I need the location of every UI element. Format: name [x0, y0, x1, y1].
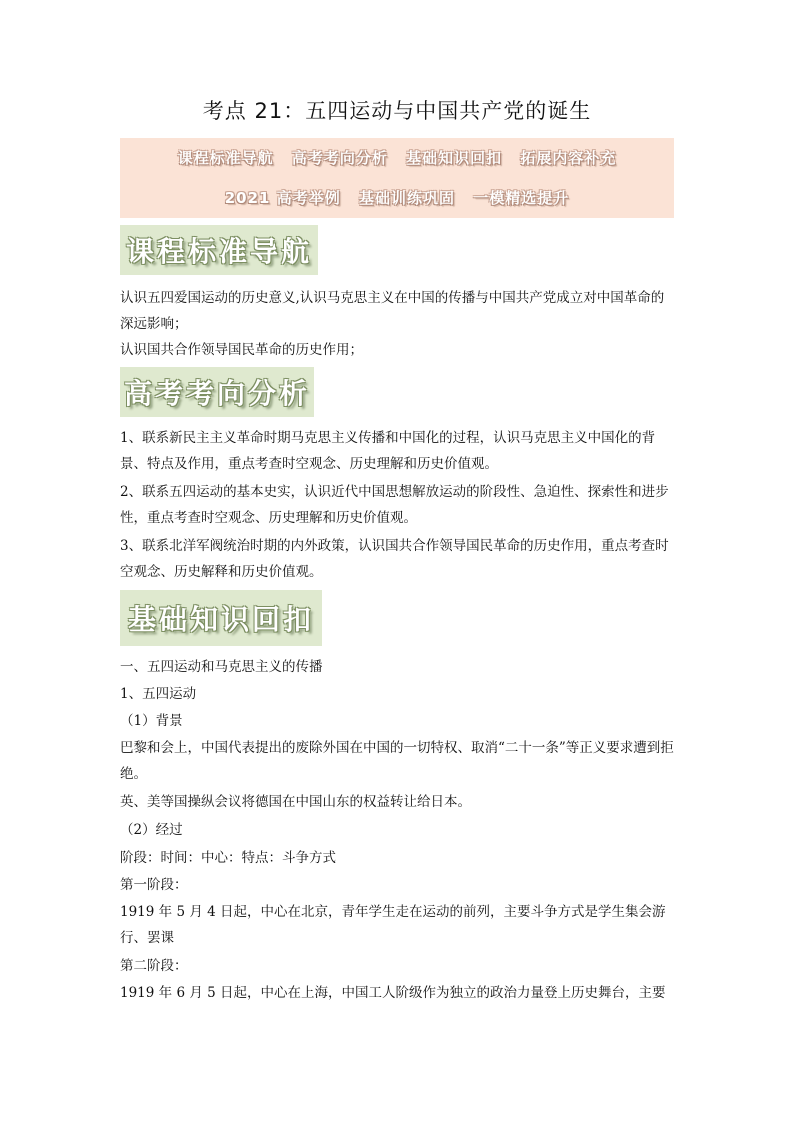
banner-exam: 高考考向分析 [120, 367, 314, 417]
basics-paragraph-5: 1919 年 5 月 4 日起，中心在北京，青年学生走在运动的前列，主要斗争方式是学生集会游行、罢课 [120, 904, 666, 946]
basics-heading-3: （1）背景 [120, 713, 183, 729]
basics-paragraph-6: 第二阶段： [120, 958, 188, 974]
nav-row-1 [120, 147, 674, 168]
banner-standard: 课程标准导航 [120, 225, 318, 275]
basics-paragraph-3: 阶段：时间：中心：特点：斗争方式 [120, 850, 336, 866]
basics-paragraph-4: 第一阶段： [120, 877, 188, 893]
basics-heading-2: 1、五四运动 [120, 686, 197, 702]
exam-paragraph-2: 2、联系五四运动的基本史实，认识近代中国思想解放运动的阶段性、急迫性、探索性和进步性，重点考查时空观念、历史理解和历史价值观。 [120, 484, 669, 526]
banner-basics: 基础知识回扣 [120, 590, 322, 646]
basics-heading-4: （2）经过 [120, 822, 183, 838]
basics-heading-1: 一、五四运动和马克思主义的传播 [120, 659, 323, 675]
standard-paragraph-2: 认识国共合作领导国民革命的历史作用； [120, 342, 363, 358]
nav-item-exam[interactable]: 高考考向分析 [291, 149, 388, 167]
basics-paragraph-2: 英、美等国操纵会议将德国在中国山东的权益转让给日本。 [120, 794, 471, 810]
page-title: 考点 21：五四运动与中国共产党的诞生 [202, 99, 592, 123]
nav-item-extension[interactable]: 拓展内容补充 [520, 149, 617, 167]
nav-item-basics[interactable]: 基础知识回扣 [406, 149, 503, 167]
nav-item-mock[interactable]: 一模精选提升 [473, 189, 570, 207]
exam-paragraph-1: 1、联系新民主主义革命时期马克思主义传播和中国化的过程，认识马克思主义中国化的背景、特点及作用，重点考查时空观念、历史理解和历史价值观。 [120, 430, 656, 472]
standard-paragraph-1: 认识五四爱国运动的历史意义,认识马克思主义在中国的传播与中国共产党成立对中国革命的 深远影响； [120, 290, 665, 332]
section-navigation [120, 138, 674, 218]
nav-item-examples[interactable]: 2021 高考举例 [224, 189, 341, 207]
nav-row-2 [120, 187, 674, 208]
nav-item-standard[interactable]: 课程标准导航 [177, 149, 274, 167]
exam-paragraph-3: 3、联系北洋军阀统治时期的内外政策，认识国共合作领导国民革命的历史作用，重点考查时空观念、历史解释和历史价值观。 [120, 538, 669, 580]
nav-item-training[interactable]: 基础训练巩固 [358, 189, 455, 207]
basics-paragraph-1: 巴黎和会上，中国代表提出的废除外国在中国的一切特权、取消“二十一条”等正义要求遭到拒绝。 [120, 740, 674, 782]
basics-paragraph-7: 1919 年 6 月 5 日起，中心在上海，中国工人阶级作为独立的政治力量登上历史舞台，主要 [120, 985, 666, 1001]
